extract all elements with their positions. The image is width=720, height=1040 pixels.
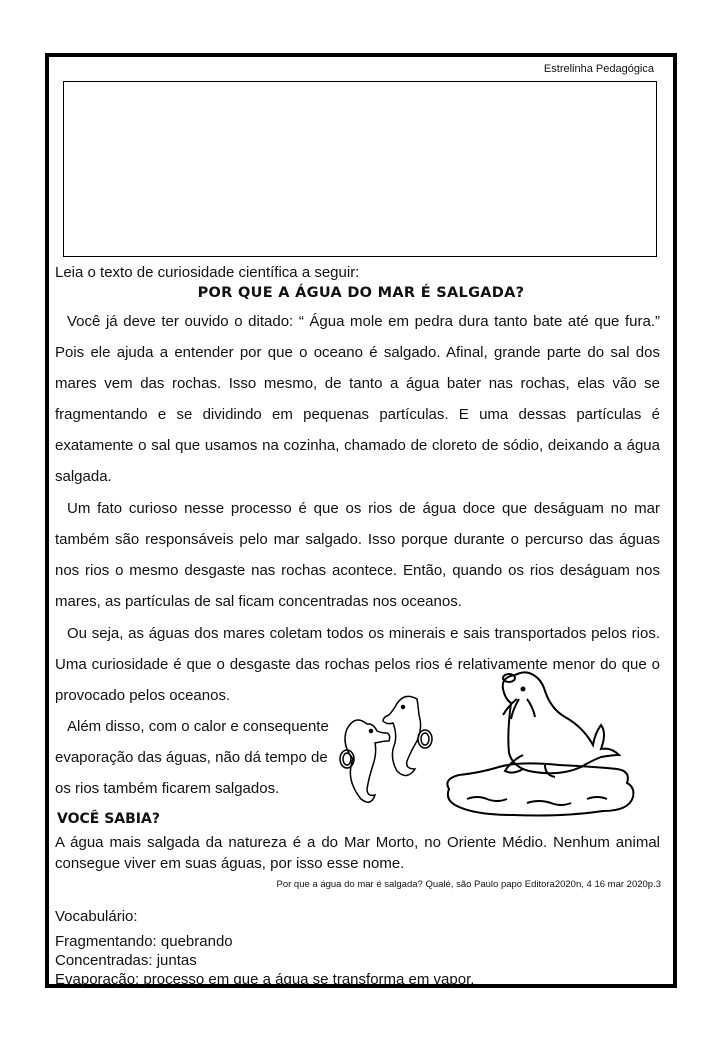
paragraph-4: [55, 711, 345, 804]
vocabulary-title: Vocabulário:: [55, 908, 138, 925]
drawing-box: [63, 81, 657, 257]
vocabulary-section: [55, 907, 474, 989]
paragraph-1: [55, 306, 660, 492]
intro-text: Leia o texto de curiosidade científica a seguir:: [55, 264, 360, 281]
vocabulary-item: Evaporação: processo em que a água se transforma em vapor.: [55, 971, 475, 988]
worksheet-frame: [45, 53, 677, 988]
seahorse-icon: [383, 696, 432, 775]
paragraph-2: [55, 493, 660, 617]
seahorse-icon: [340, 720, 390, 802]
article-title: POR QUE A ÁGUA DO MAR É SALGADA?: [197, 285, 525, 301]
paragraph-text: Ou seja, as águas dos mares coletam todos os minerais e sais transportados pelos rios. Uma curiosidade é que o desgaste das rochas pelos rios é relativamente menor do que o provocado pelos oceanos.: [55, 625, 660, 704]
paragraph-text: Além disso, com o calor e consequente evaporação das águas, não dá tempo de os rios também ficarem salgados.: [55, 718, 329, 797]
sea-animals-illustration: [337, 669, 667, 819]
paragraph-text: Você já deve ter ouvido o ditado: “ Água mole em pedra dura tanto bate até que fura.” Pois ele ajuda a entender por que o oceano é salgado. Afinal, grande parte do sal dos mares vem das rochas. Isso mesmo, de tanto a água bater nas rochas, elas vão se fragmentando e se dividindo em pequenas partículas. E uma dessas partículas é exatamente o sal que usamos na cozinha, chamado de cloreto de sódio, deixando a água salgada.: [55, 313, 660, 485]
did-you-know-text: A água mais salgada da natureza é a do Mar Morto, no Oriente Médio. Nenhum animal consegue viver em suas águas, por isso esse nome.: [55, 834, 660, 872]
citation: Por que a água do mar é salgada? Qualé, são Paulo papo Editora2020n, 4 16 mar 2020p.3: [276, 879, 661, 890]
vocabulary-item: Concentradas: juntas: [55, 952, 197, 969]
did-you-know-heading: VOCÊ SABIA?: [57, 811, 160, 827]
brand-label: Estrelinha Pedagógica: [543, 63, 654, 75]
paragraph-text: Um fato curioso nesse processo é que os rios de água doce que deságuam no mar também são responsáveis pelo mar salgado. Isso porque durante o percurso das águas nos rios o mesmo desgaste nas rochas acontece. Então, quando os rios deságuam nos mares, as partículas de sal ficam concentradas nos oceanos.: [55, 500, 660, 610]
vocabulary-item: Fragmentando: quebrando: [55, 933, 233, 950]
sea-lion-icon: [447, 672, 633, 815]
